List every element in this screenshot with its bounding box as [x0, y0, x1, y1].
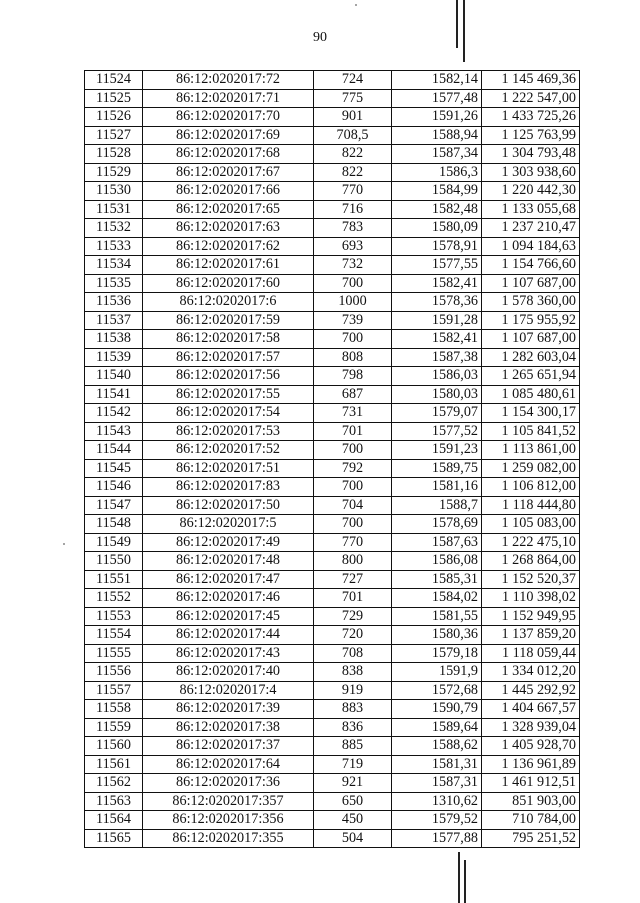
table-row: [85, 311, 580, 330]
price-cell: 1310,62: [392, 792, 482, 811]
cost-cell: 1 107 687,00: [482, 274, 580, 293]
area-cell: 901: [314, 108, 392, 127]
table-row: [85, 89, 580, 108]
cadastral-number-cell: 86:12:0202017:52: [143, 441, 314, 460]
row-number-cell: 11525: [85, 89, 143, 108]
table-row: [85, 108, 580, 127]
table-row: [85, 404, 580, 423]
row-number-cell: 11524: [85, 71, 143, 90]
cost-cell: 1 154 300,17: [482, 404, 580, 423]
table-row: [85, 200, 580, 219]
table-row: [85, 71, 580, 90]
binding-mark-top-1: [456, 0, 458, 48]
price-cell: 1579,07: [392, 404, 482, 423]
binding-mark-bottom-2: [464, 860, 466, 903]
row-number-cell: 11559: [85, 718, 143, 737]
registry-table: [84, 70, 580, 848]
row-number-cell: 11553: [85, 607, 143, 626]
price-cell: 1582,14: [392, 71, 482, 90]
area-cell: 693: [314, 237, 392, 256]
row-number-cell: 11539: [85, 348, 143, 367]
cadastral-number-cell: 86:12:0202017:72: [143, 71, 314, 90]
area-cell: 701: [314, 589, 392, 608]
cost-cell: 1 152 949,95: [482, 607, 580, 626]
cost-cell: 1 304 793,48: [482, 145, 580, 164]
row-number-cell: 11526: [85, 108, 143, 127]
table-row: [85, 496, 580, 515]
table-row: [85, 293, 580, 312]
row-number-cell: 11560: [85, 737, 143, 756]
cost-cell: 1 154 766,60: [482, 256, 580, 275]
price-cell: 1572,68: [392, 681, 482, 700]
cadastral-number-cell: 86:12:0202017:83: [143, 478, 314, 497]
row-number-cell: 11563: [85, 792, 143, 811]
price-cell: 1581,31: [392, 755, 482, 774]
cost-cell: 1 222 475,10: [482, 533, 580, 552]
table-row: [85, 755, 580, 774]
area-cell: 739: [314, 311, 392, 330]
row-number-cell: 11541: [85, 385, 143, 404]
cadastral-number-cell: 86:12:0202017:67: [143, 163, 314, 182]
area-cell: 687: [314, 385, 392, 404]
row-number-cell: 11536: [85, 293, 143, 312]
cost-cell: 851 903,00: [482, 792, 580, 811]
price-cell: 1584,99: [392, 182, 482, 201]
price-cell: 1587,63: [392, 533, 482, 552]
cost-cell: 1 259 082,00: [482, 459, 580, 478]
cadastral-number-cell: 86:12:0202017:57: [143, 348, 314, 367]
cost-cell: 1 105 841,52: [482, 422, 580, 441]
price-cell: 1586,03: [392, 367, 482, 386]
area-cell: 704: [314, 496, 392, 515]
row-number-cell: 11546: [85, 478, 143, 497]
cadastral-number-cell: 86:12:0202017:55: [143, 385, 314, 404]
table-row: [85, 237, 580, 256]
row-number-cell: 11538: [85, 330, 143, 349]
cost-cell: 1 085 480,61: [482, 385, 580, 404]
price-cell: 1582,41: [392, 274, 482, 293]
cadastral-number-cell: 86:12:0202017:69: [143, 126, 314, 145]
cadastral-number-cell: 86:12:0202017:50: [143, 496, 314, 515]
row-number-cell: 11550: [85, 552, 143, 571]
price-cell: 1589,64: [392, 718, 482, 737]
cadastral-number-cell: 86:12:0202017:71: [143, 89, 314, 108]
area-cell: 792: [314, 459, 392, 478]
cadastral-number-cell: 86:12:0202017:70: [143, 108, 314, 127]
row-number-cell: 11555: [85, 644, 143, 663]
cadastral-number-cell: 86:12:0202017:61: [143, 256, 314, 275]
price-cell: 1589,75: [392, 459, 482, 478]
price-cell: 1580,09: [392, 219, 482, 238]
cost-cell: 1 094 184,63: [482, 237, 580, 256]
price-cell: 1579,18: [392, 644, 482, 663]
area-cell: 808: [314, 348, 392, 367]
area-cell: 504: [314, 829, 392, 848]
price-cell: 1585,31: [392, 570, 482, 589]
table-row: [85, 718, 580, 737]
table-row: [85, 552, 580, 571]
price-cell: 1587,34: [392, 145, 482, 164]
area-cell: 708,5: [314, 126, 392, 145]
area-cell: 770: [314, 533, 392, 552]
cost-cell: 1 578 360,00: [482, 293, 580, 312]
row-number-cell: 11551: [85, 570, 143, 589]
price-cell: 1580,03: [392, 385, 482, 404]
row-number-cell: 11535: [85, 274, 143, 293]
area-cell: 800: [314, 552, 392, 571]
cost-cell: 1 461 912,51: [482, 774, 580, 793]
price-cell: 1591,23: [392, 441, 482, 460]
row-number-cell: 11534: [85, 256, 143, 275]
row-number-cell: 11547: [85, 496, 143, 515]
row-number-cell: 11533: [85, 237, 143, 256]
table-row: [85, 182, 580, 201]
table-row: [85, 737, 580, 756]
table-row: [85, 792, 580, 811]
cadastral-number-cell: 86:12:0202017:49: [143, 533, 314, 552]
table-row: [85, 330, 580, 349]
cost-cell: 1 265 651,94: [482, 367, 580, 386]
area-cell: 838: [314, 663, 392, 682]
table-row: [85, 274, 580, 293]
table-row: [85, 663, 580, 682]
area-cell: 822: [314, 163, 392, 182]
price-cell: 1581,16: [392, 478, 482, 497]
table-row: [85, 126, 580, 145]
price-cell: 1591,26: [392, 108, 482, 127]
price-cell: 1577,55: [392, 256, 482, 275]
cadastral-number-cell: 86:12:0202017:58: [143, 330, 314, 349]
cost-cell: 1 303 938,60: [482, 163, 580, 182]
row-number-cell: 11537: [85, 311, 143, 330]
cadastral-number-cell: 86:12:0202017:40: [143, 663, 314, 682]
area-cell: 727: [314, 570, 392, 589]
cost-cell: 1 405 928,70: [482, 737, 580, 756]
cadastral-number-cell: 86:12:0202017:45: [143, 607, 314, 626]
price-cell: 1587,38: [392, 348, 482, 367]
price-cell: 1591,9: [392, 663, 482, 682]
area-cell: 822: [314, 145, 392, 164]
area-cell: 783: [314, 219, 392, 238]
table-row: [85, 163, 580, 182]
price-cell: 1588,94: [392, 126, 482, 145]
cost-cell: 1 110 398,02: [482, 589, 580, 608]
price-cell: 1578,69: [392, 515, 482, 534]
cost-cell: 1 237 210,47: [482, 219, 580, 238]
area-cell: 716: [314, 200, 392, 219]
area-cell: 883: [314, 700, 392, 719]
row-number-cell: 11562: [85, 774, 143, 793]
row-number-cell: 11554: [85, 626, 143, 645]
table-row: [85, 700, 580, 719]
cost-cell: 1 136 961,89: [482, 755, 580, 774]
price-cell: 1577,52: [392, 422, 482, 441]
price-cell: 1582,48: [392, 200, 482, 219]
cost-cell: 1 268 864,00: [482, 552, 580, 571]
area-cell: 919: [314, 681, 392, 700]
cost-cell: 1 334 012,20: [482, 663, 580, 682]
cost-cell: 1 222 547,00: [482, 89, 580, 108]
cadastral-number-cell: 86:12:0202017:44: [143, 626, 314, 645]
cadastral-number-cell: 86:12:0202017:46: [143, 589, 314, 608]
cadastral-number-cell: 86:12:0202017:64: [143, 755, 314, 774]
row-number-cell: 11557: [85, 681, 143, 700]
area-cell: 731: [314, 404, 392, 423]
row-number-cell: 11556: [85, 663, 143, 682]
price-cell: 1586,3: [392, 163, 482, 182]
table-row: [85, 145, 580, 164]
cadastral-number-cell: 86:12:0202017:54: [143, 404, 314, 423]
cadastral-number-cell: 86:12:0202017:6: [143, 293, 314, 312]
area-cell: 650: [314, 792, 392, 811]
cost-cell: 1 282 603,04: [482, 348, 580, 367]
row-number-cell: 11549: [85, 533, 143, 552]
row-number-cell: 11529: [85, 163, 143, 182]
cadastral-number-cell: 86:12:0202017:68: [143, 145, 314, 164]
price-cell: 1580,36: [392, 626, 482, 645]
price-cell: 1586,08: [392, 552, 482, 571]
cadastral-number-cell: 86:12:0202017:62: [143, 237, 314, 256]
table-row: [85, 774, 580, 793]
row-number-cell: 11564: [85, 811, 143, 830]
price-cell: 1577,88: [392, 829, 482, 848]
registry-table-body: [85, 71, 580, 848]
area-cell: 836: [314, 718, 392, 737]
price-cell: 1582,41: [392, 330, 482, 349]
cadastral-number-cell: 86:12:0202017:355: [143, 829, 314, 848]
binding-mark-top-2: [463, 0, 465, 62]
cadastral-number-cell: 86:12:0202017:60: [143, 274, 314, 293]
table-row: [85, 385, 580, 404]
page-number: 90: [313, 30, 327, 45]
cadastral-number-cell: 86:12:0202017:48: [143, 552, 314, 571]
cost-cell: 1 220 442,30: [482, 182, 580, 201]
cost-cell: 1 145 469,36: [482, 71, 580, 90]
price-cell: 1579,52: [392, 811, 482, 830]
cost-cell: 1 175 955,92: [482, 311, 580, 330]
area-cell: 775: [314, 89, 392, 108]
table-row: [85, 459, 580, 478]
area-cell: 720: [314, 626, 392, 645]
cost-cell: 710 784,00: [482, 811, 580, 830]
cost-cell: 1 105 083,00: [482, 515, 580, 534]
cadastral-number-cell: 86:12:0202017:66: [143, 182, 314, 201]
table-row: [85, 219, 580, 238]
table-row: [85, 367, 580, 386]
area-cell: 798: [314, 367, 392, 386]
row-number-cell: 11544: [85, 441, 143, 460]
table-row: [85, 811, 580, 830]
row-number-cell: 11531: [85, 200, 143, 219]
table-row: [85, 348, 580, 367]
scan-dot: [355, 4, 357, 6]
cost-cell: 1 433 725,26: [482, 108, 580, 127]
row-number-cell: 11527: [85, 126, 143, 145]
table-row: [85, 829, 580, 848]
table-row: [85, 441, 580, 460]
price-cell: 1584,02: [392, 589, 482, 608]
row-number-cell: 11552: [85, 589, 143, 608]
area-cell: 719: [314, 755, 392, 774]
price-cell: 1577,48: [392, 89, 482, 108]
cadastral-number-cell: 86:12:0202017:37: [143, 737, 314, 756]
cadastral-number-cell: 86:12:0202017:53: [143, 422, 314, 441]
area-cell: 700: [314, 515, 392, 534]
cadastral-number-cell: 86:12:0202017:39: [143, 700, 314, 719]
table-row: [85, 626, 580, 645]
area-cell: 700: [314, 441, 392, 460]
table-row: [85, 570, 580, 589]
cadastral-number-cell: 86:12:0202017:65: [143, 200, 314, 219]
table-row: [85, 607, 580, 626]
table-row: [85, 644, 580, 663]
cadastral-number-cell: 86:12:0202017:357: [143, 792, 314, 811]
area-cell: 1000: [314, 293, 392, 312]
row-number-cell: 11561: [85, 755, 143, 774]
area-cell: 701: [314, 422, 392, 441]
cost-cell: 1 404 667,57: [482, 700, 580, 719]
row-number-cell: 11542: [85, 404, 143, 423]
area-cell: 708: [314, 644, 392, 663]
price-cell: 1578,91: [392, 237, 482, 256]
cadastral-number-cell: 86:12:0202017:47: [143, 570, 314, 589]
area-cell: 770: [314, 182, 392, 201]
area-cell: 921: [314, 774, 392, 793]
cost-cell: 1 133 055,68: [482, 200, 580, 219]
row-number-cell: 11543: [85, 422, 143, 441]
table-row: [85, 256, 580, 275]
table-row: [85, 589, 580, 608]
cost-cell: 1 152 520,37: [482, 570, 580, 589]
cadastral-number-cell: 86:12:0202017:63: [143, 219, 314, 238]
cost-cell: 1 118 059,44: [482, 644, 580, 663]
cadastral-number-cell: 86:12:0202017:36: [143, 774, 314, 793]
row-number-cell: 11565: [85, 829, 143, 848]
cadastral-number-cell: 86:12:0202017:38: [143, 718, 314, 737]
price-cell: 1581,55: [392, 607, 482, 626]
price-cell: 1578,36: [392, 293, 482, 312]
table-row: [85, 422, 580, 441]
area-cell: 724: [314, 71, 392, 90]
cadastral-number-cell: 86:12:0202017:51: [143, 459, 314, 478]
row-number-cell: 11530: [85, 182, 143, 201]
price-cell: 1591,28: [392, 311, 482, 330]
row-number-cell: 11548: [85, 515, 143, 534]
table-row: [85, 533, 580, 552]
cadastral-number-cell: 86:12:0202017:356: [143, 811, 314, 830]
area-cell: 450: [314, 811, 392, 830]
binding-mark-bottom-1: [458, 852, 460, 903]
cadastral-number-cell: 86:12:0202017:5: [143, 515, 314, 534]
area-cell: 700: [314, 274, 392, 293]
area-cell: 732: [314, 256, 392, 275]
row-number-cell: 11532: [85, 219, 143, 238]
price-cell: 1587,31: [392, 774, 482, 793]
row-number-cell: 11540: [85, 367, 143, 386]
cost-cell: 1 137 859,20: [482, 626, 580, 645]
row-number-cell: 11558: [85, 700, 143, 719]
cost-cell: 1 328 939,04: [482, 718, 580, 737]
cadastral-number-cell: 86:12:0202017:59: [143, 311, 314, 330]
area-cell: 885: [314, 737, 392, 756]
scan-dot: [63, 543, 65, 545]
area-cell: 729: [314, 607, 392, 626]
cadastral-number-cell: 86:12:0202017:43: [143, 644, 314, 663]
table-row: [85, 515, 580, 534]
cost-cell: 1 125 763,99: [482, 126, 580, 145]
price-cell: 1590,79: [392, 700, 482, 719]
cost-cell: 1 113 861,00: [482, 441, 580, 460]
cost-cell: 795 251,52: [482, 829, 580, 848]
price-cell: 1588,62: [392, 737, 482, 756]
cost-cell: 1 118 444,80: [482, 496, 580, 515]
cost-cell: 1 106 812,00: [482, 478, 580, 497]
cadastral-number-cell: 86:12:0202017:56: [143, 367, 314, 386]
row-number-cell: 11545: [85, 459, 143, 478]
price-cell: 1588,7: [392, 496, 482, 515]
cost-cell: 1 107 687,00: [482, 330, 580, 349]
table-row: [85, 478, 580, 497]
cost-cell: 1 445 292,92: [482, 681, 580, 700]
row-number-cell: 11528: [85, 145, 143, 164]
area-cell: 700: [314, 330, 392, 349]
area-cell: 700: [314, 478, 392, 497]
table-row: [85, 681, 580, 700]
cadastral-number-cell: 86:12:0202017:4: [143, 681, 314, 700]
